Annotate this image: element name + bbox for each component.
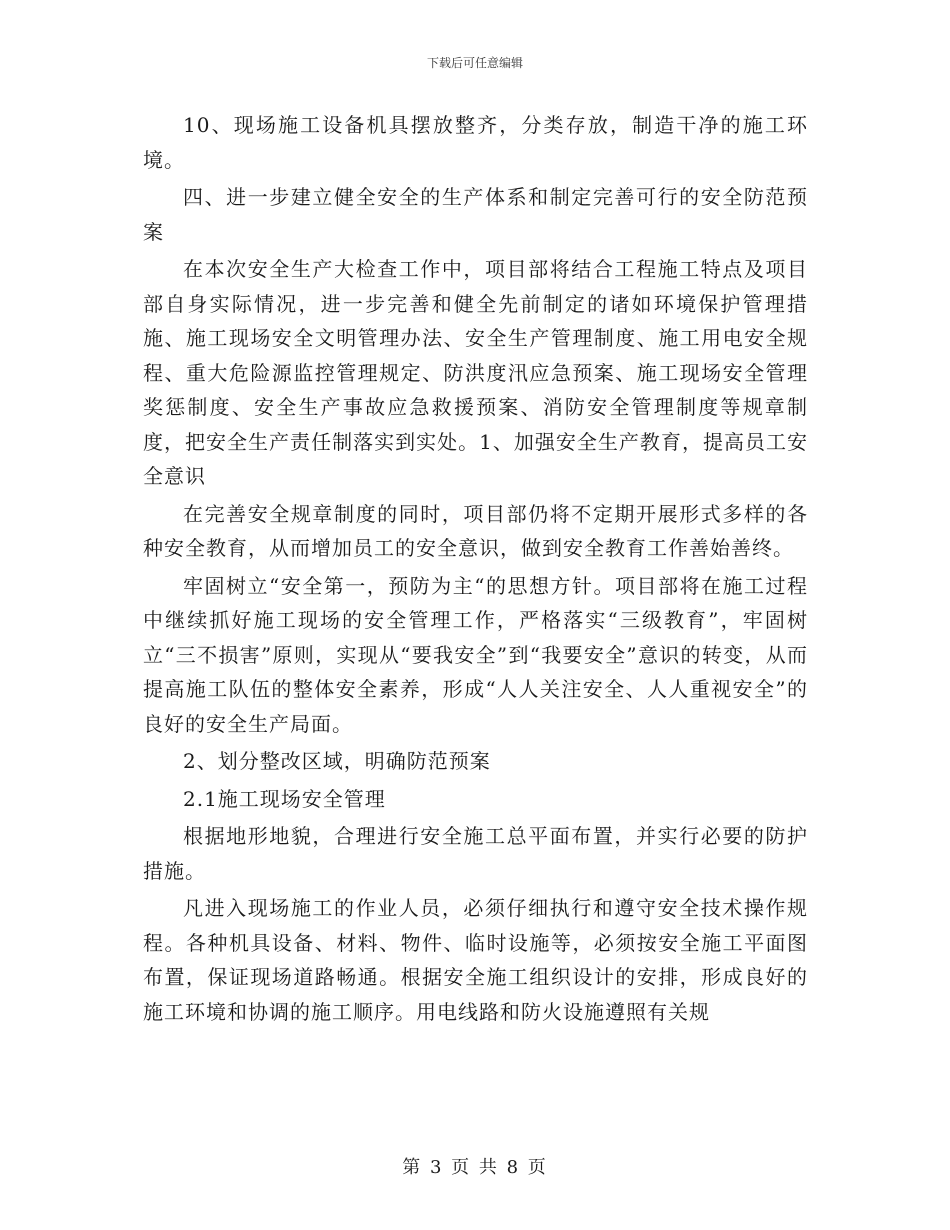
paragraph-5: 牢固树立“安全第一，预防为主“的思想方针。项目部将在施工过程中继续抓好施工现场的安全管理工作，严格落实“三级教育”，牢固树立“三不损害”原则，实现从“要我安全”到“我要安全”意识的转变，从而提高施工队伍的整体安全素养，形成“人人关注安全、人人重视安全”的良好的安全生产局面。 xyxy=(143,573,808,736)
paragraph-6: 2、划分整改区域，明确防范预案 xyxy=(183,749,491,773)
paragraph-4: 在完善安全规章制度的同时，项目部仍将不定期开展形式多样的各种安全教育，从而增加员工的安全意识，做到安全教育工作善始善终。 xyxy=(143,501,808,560)
paragraph-3: 在本次安全生产大检查工作中，项目部将结合工程施工特点及项目部自身实际情况，进一步完善和健全先前制定的诸如环境保护管理措施、施工现场安全文明管理办法、安全生产管理制度、施工用电安全规程、重大危险源监控管理规定、防洪度汛应急预案、施工现场安全管理奖惩制度、安全生产事故应急救援预案、消防安全管理制度等规章制度，把安全生产责任制落实到实处。1、加强安全生产教育，提高员工安全意识 xyxy=(143,257,808,488)
paragraph-9: 凡进入现场施工的作业人员，必须仔细执行和遵守安全技术操作规程。各种机具设备、材料、物件、临时设施等，必须按安全施工平面图布置，保证现场道路畅通。根据安全施工组织设计的安排，形成良好的施工环境和协调的施工顺序。用电线路和防火设施遵照有关规 xyxy=(143,896,808,1024)
page-number-footer: 第 3 页 共 8 页 xyxy=(402,1157,548,1178)
paragraph-8: 根据地形地貌，合理进行安全施工总平面布置，并实行必要的防护措施。 xyxy=(143,824,808,883)
paragraph-1: 10、现场施工设备机具摆放整齐，分类存放，制造干净的施工环境。 xyxy=(143,113,808,172)
paragraph-7: 2.1施工现场安全管理 xyxy=(183,786,386,811)
document-body xyxy=(143,108,808,1032)
page-header-note: 下载后可任意编辑 xyxy=(426,56,523,70)
paragraph-2: 四、进一步建立健全安全的生产体系和制定完善可行的安全防范预案 xyxy=(143,185,808,244)
